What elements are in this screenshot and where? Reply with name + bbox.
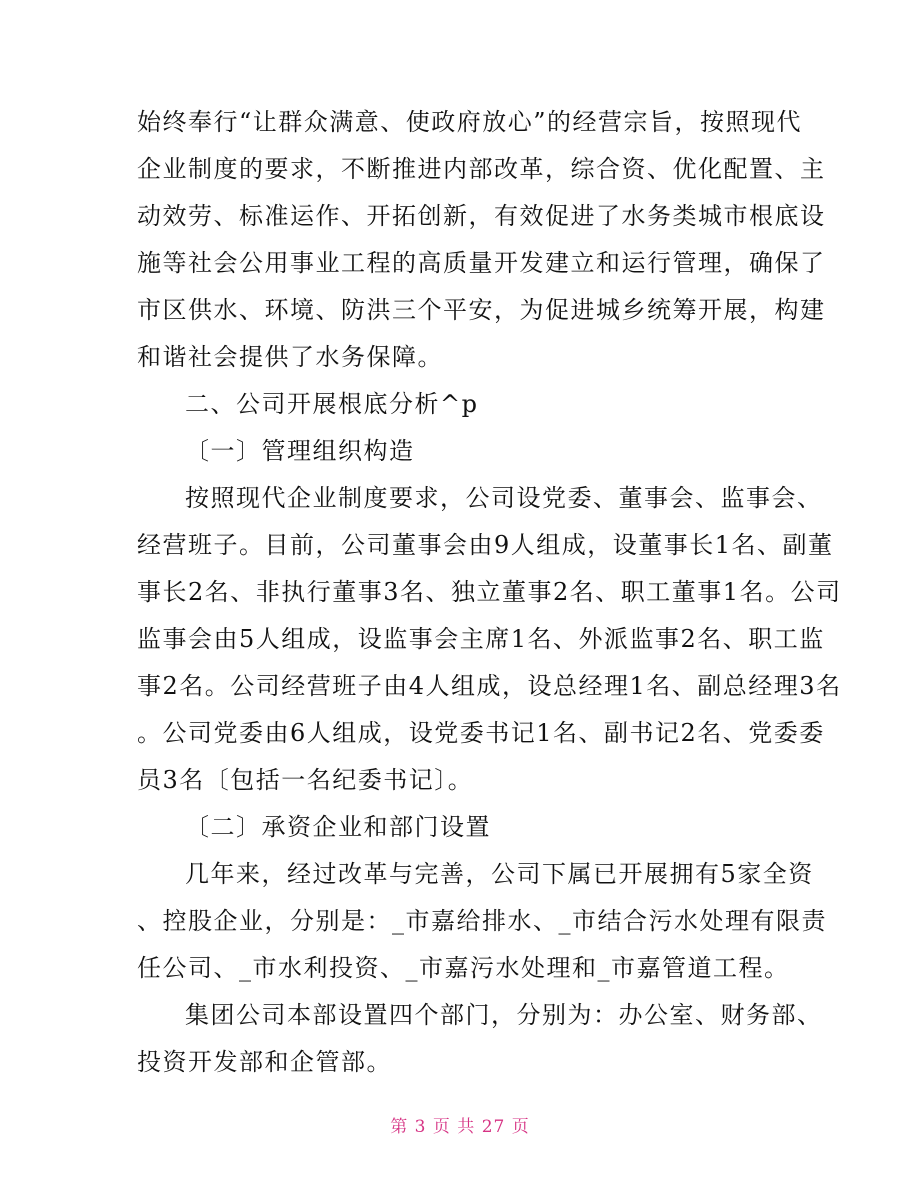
document-body bbox=[137, 99, 842, 1086]
text-line: 投资开发部和企管部。 bbox=[137, 1048, 392, 1076]
subsection-heading: 〔一〕管理组织构造 bbox=[185, 437, 415, 465]
text-line: 施等社会公用事业工程的高质量开发建立和运行管理，确保了 bbox=[137, 249, 826, 277]
text-line: 始终奉行“让群众满意、使政府放心”的经营宗旨，按照现代 bbox=[137, 108, 803, 136]
text-line: 按照现代企业制度要求，公司设党委、董事会、监事会、 bbox=[185, 484, 823, 512]
text-line: 员3名〔包括一名纪委书记〕。 bbox=[137, 766, 474, 794]
text-line: 和谐社会提供了水务保障。 bbox=[137, 343, 443, 371]
text-line: 经营班子。目前，公司董事会由9人组成，设董事长1名、副董 bbox=[137, 531, 834, 559]
text-line: 任公司、_市水利投资、_市嘉污水处理和_市嘉管道工程。 bbox=[137, 954, 790, 982]
text-line: 事2名。公司经营班子由4人组成，设总经理1名、副总经理3名 bbox=[137, 672, 842, 700]
text-line: 监事会由5人组成，设监事会主席1名、外派监事2名、职工监 bbox=[137, 625, 825, 653]
section-heading: 二、公司开展根底分析^p bbox=[185, 390, 479, 418]
text-line: 企业制度的要求，不断推进内部改革，综合资、优化配置、主 bbox=[137, 155, 826, 183]
text-line: 动效劳、标准运作、开拓创新，有效促进了水务类城市根底设 bbox=[137, 202, 826, 230]
text-line: 。公司党委由6人组成，设党委书记1名、副书记2名、党委委 bbox=[137, 719, 825, 747]
text-line: 、控股企业，分别是：_市嘉给排水、_市结合污水处理有限责 bbox=[137, 907, 827, 935]
subsection-heading: 〔二〕承资企业和部门设置 bbox=[185, 813, 491, 841]
text-line: 事长2名、非执行董事3名、独立董事2名、职工董事1名。公司 bbox=[137, 578, 842, 606]
page-footer: 第 3 页 共 27 页 bbox=[390, 1117, 530, 1137]
text-line: 几年来，经过改革与完善，公司下属已开展拥有5家全资 bbox=[185, 860, 814, 888]
text-line: 集团公司本部设置四个部门，分别为：办公室、财务部、 bbox=[185, 1001, 823, 1029]
text-line: 市区供水、环境、防洪三个平安，为促进城乡统筹开展，构建 bbox=[137, 296, 826, 324]
